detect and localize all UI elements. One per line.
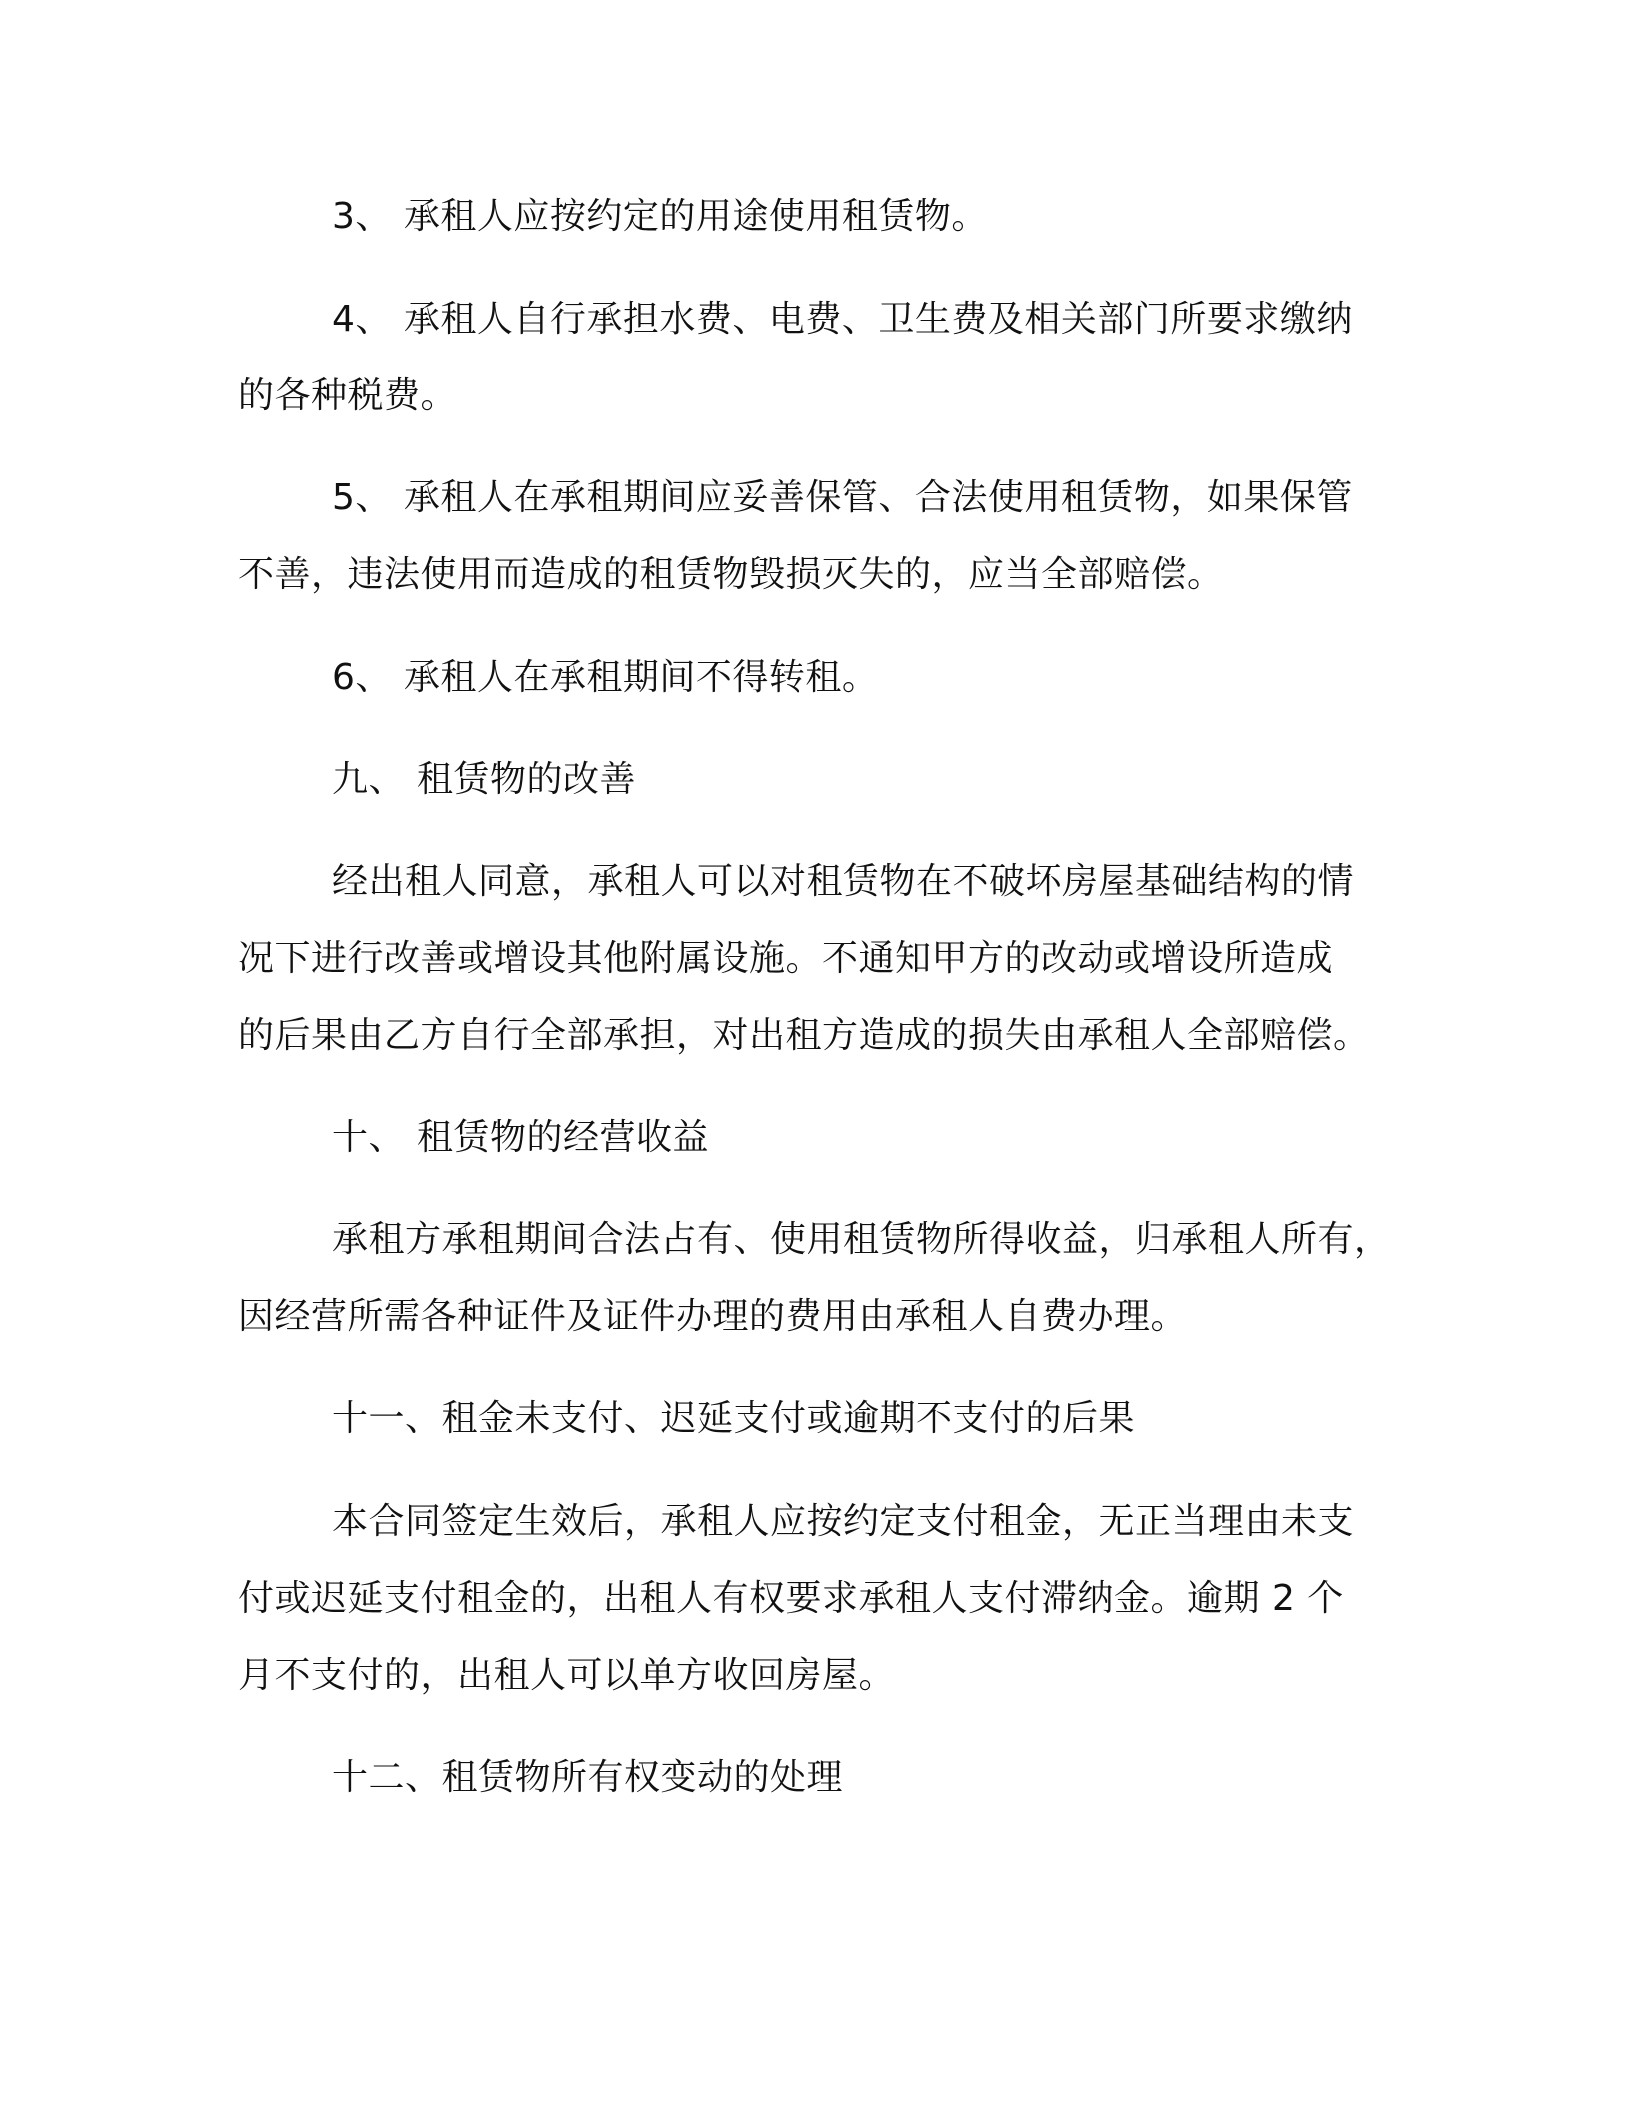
section-10-paragraph-line-2: 因经营所需各种证件及证件办理的费用由承租人自费办理。 [238, 1296, 1188, 1337]
clause-8-item-4-line-2: 的各种税费。 [238, 375, 458, 416]
section-10-paragraph-line-1: 承租方承租期间合法占有、使用租赁物所得收益，归承租人所有， [332, 1219, 1391, 1260]
section-10-heading: 十、 租赁物的经营收益 [332, 1117, 709, 1158]
section-11-paragraph-line-3: 月不支付的，出租人可以单方收回房屋。 [238, 1655, 896, 1696]
section-9-paragraph-line-1: 经出租人同意，承租人可以对租赁物在不破坏房屋基础结构的情 [332, 861, 1355, 902]
clause-8-item-5-line-2: 不善，违法使用而造成的租赁物毁损灭失的，应当全部赔偿。 [238, 554, 1224, 595]
section-11-paragraph-line-2: 付或迟延支付租金的，出租人有权要求承租人支付滞纳金。逾期 2 个 [238, 1578, 1344, 1619]
section-12-heading: 十二、租赁物所有权变动的处理 [332, 1757, 844, 1798]
section-9-paragraph-line-3: 的后果由乙方自行全部承担，对出租方造成的损失由承租人全部赔偿。 [238, 1015, 1370, 1056]
clause-8-item-5-line-1: 5、 承租人在承租期间应妥善保管、合法使用租赁物，如果保管 [332, 477, 1353, 518]
clause-8-item-3: 3、 承租人应按约定的用途使用租赁物。 [332, 196, 988, 237]
section-11-heading: 十一、租金未支付、迟延支付或逾期不支付的后果 [332, 1398, 1136, 1439]
section-9-heading: 九、 租赁物的改善 [332, 759, 636, 800]
section-9-paragraph-line-2: 况下进行改善或增设其他附属设施。不通知甲方的改动或增设所造成 [238, 938, 1334, 979]
clause-8-item-4-line-1: 4、 承租人自行承担水费、电费、卫生费及相关部门所要求缴纳 [332, 299, 1353, 340]
section-11-paragraph-line-1: 本合同签定生效后，承租人应按约定支付租金，无正当理由未支 [332, 1501, 1355, 1542]
clause-8-item-6: 6、 承租人在承租期间不得转租。 [332, 657, 879, 698]
